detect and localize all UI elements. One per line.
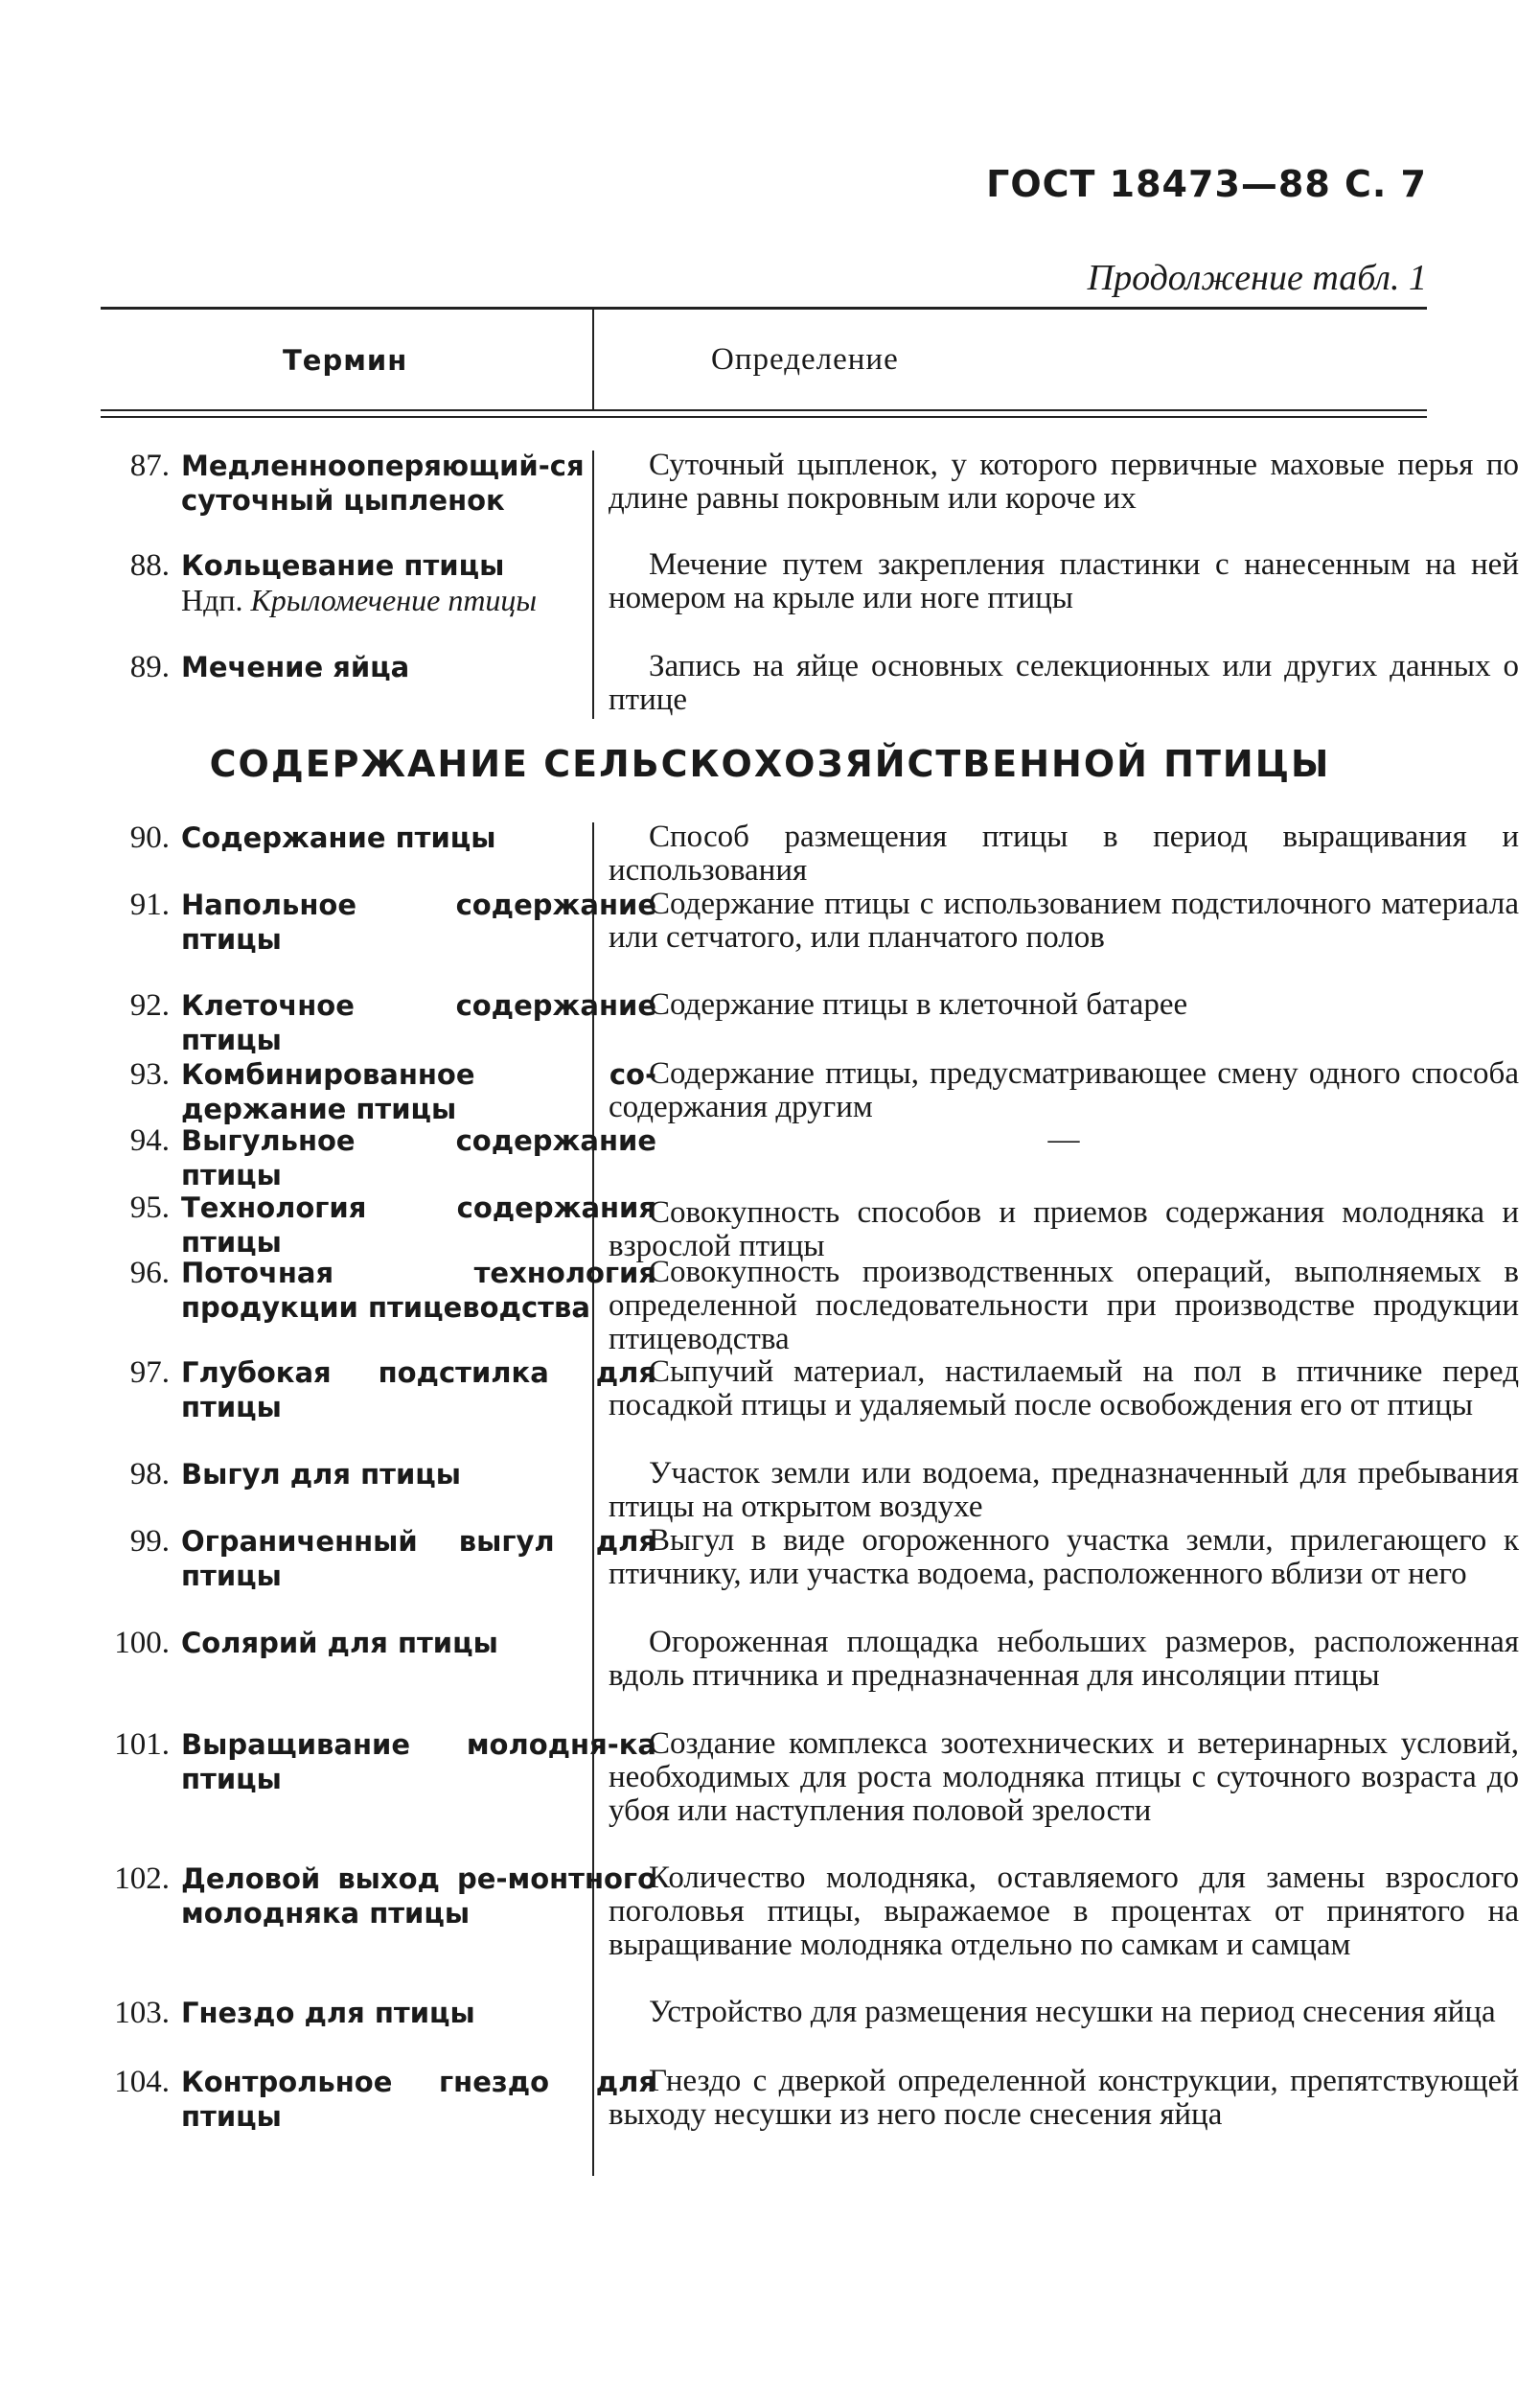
definition-text: Способ размещения птицы в период выращивания и использования (609, 820, 1519, 888)
term-text: Контрольное гнездо для птицы (181, 2066, 656, 2133)
term-text: Поточная технология продукции птицеводства (181, 1257, 656, 1324)
synonym-label: Ндп. (181, 583, 243, 617)
definition-text: Гнездо с дверкой определенной конструкции, препятствующей выходу несушки из него после снесения яйца (609, 2064, 1519, 2132)
term-text: Медленнооперяющий-ся суточный цыпленок (181, 450, 585, 517)
definition-text: Участок земли или водоема, предназначенный для пребывания птицы на открытом воздухе (609, 1456, 1519, 1524)
term-text: Технология содержания птицы (181, 1191, 656, 1259)
entry-number: 89. (129, 650, 170, 684)
definition-text: Совокупность производственных операций, выполняемых в определенной последовательности при производстве продукции птицеводства (609, 1255, 1519, 1356)
entry-number: 98. (129, 1457, 170, 1491)
term-text: Выгульное содержание птицы (181, 1124, 656, 1191)
definition-text: Огороженная площадка небольших размеров, расположенная вдоль птичника и предназначенная для инсоляции птицы (609, 1625, 1519, 1693)
entry-number: 99. (129, 1524, 170, 1559)
entry-number: 90. (129, 821, 170, 855)
synonym-text: Крыломечение птицы (250, 583, 538, 617)
header-rule (101, 409, 1427, 411)
definition-text: Содержание птицы с использованием подстилочного материала или сетчатого, или планчатого полов (609, 887, 1519, 955)
entry-number: 87. (129, 449, 170, 483)
term-text: Глубокая подстилка для птицы (181, 1356, 656, 1423)
entry-number: 100. (114, 1626, 170, 1660)
term-text: Выгул для птицы (181, 1458, 461, 1491)
definition-text: Запись на яйце основных селекционных или других данных о птице (609, 649, 1519, 717)
entry-number: 103. (114, 1996, 170, 2030)
synonym-line (181, 583, 656, 617)
term-text: Ограниченный выгул для птицы (181, 1525, 656, 1592)
header-rule-double (101, 416, 1427, 418)
page-header: ГОСТ 18473—88 С. 7 (986, 163, 1427, 205)
entry-number: 101. (114, 1727, 170, 1762)
entry-number: 97. (129, 1355, 170, 1390)
column-header-definition: Определение (711, 342, 899, 377)
definition-text: Выгул в виде огороженного участка земли, прилегающего к птичнику, или участка водоема, расположенного вблизи от него (609, 1523, 1519, 1591)
entry-number: 94. (129, 1123, 170, 1158)
definition-text: Содержание птицы, предусматривающее смену одного способа содержания другим (609, 1056, 1519, 1124)
term-text: Содержание птицы (181, 821, 496, 854)
definition-text: Сыпучий материал, настилаемый на пол в птичнике перед посадкой птицы и удаляемый после освобождения его от птицы (609, 1354, 1519, 1422)
entry-number: 91. (129, 888, 170, 922)
definition-text: Содержание птицы в клеточной батарее (649, 987, 1188, 1022)
definition-dash: — (1047, 1122, 1080, 1157)
definition-text: Количество молодняка, оставляемого для замены взрослого поголовья птицы, выражаемое в процентах от принятого на выращивание молодняка отдельно по самкам и самцам (609, 1861, 1519, 1962)
definition-text: Создание комплекса зоотехнических и ветеринарных условий, необходимых для роста молодняка птицы с суточного возраста до убоя или наступления половой зрелости (609, 1726, 1519, 1828)
term-text: Комбинированное со-держание птицы (181, 1058, 656, 1125)
term-text: Мечение яйца (181, 651, 410, 683)
entry-number: 93. (129, 1057, 170, 1092)
entry-number: 88. (129, 548, 170, 583)
definition-text: Мечение путем закрепления пластинки с нанесенным на ней номером на крыле или ноге птицы (609, 547, 1519, 615)
term-text: Клеточное содержание птицы (181, 989, 656, 1056)
definition-text: Суточный цыпленок, у которого первичные маховые перья по длине равны покровным или короче их (609, 448, 1519, 516)
entry-number: 95. (129, 1190, 170, 1225)
term-text: Выращивание молодня-ка птицы (181, 1728, 656, 1795)
table-top-rule (101, 307, 1427, 310)
term-block (181, 548, 656, 617)
column-divider (592, 309, 594, 410)
entry-number: 92. (129, 988, 170, 1023)
definition-text: Устройство для размещения несушки на период снесения яйца (649, 1995, 1496, 2029)
entry-number: 104. (114, 2065, 170, 2099)
definition-text: Совокупность способов и приемов содержания молодняка и взрослой птицы (609, 1195, 1519, 1263)
term-text: Деловой выход ре-монтного молодняка птицы (181, 1862, 656, 1930)
entry-number: 96. (129, 1256, 170, 1290)
term-text: Кольцевание птицы (181, 549, 505, 582)
table-continuation-label: Продолжение табл. 1 (1087, 258, 1427, 298)
column-header-term: Термин (283, 344, 408, 377)
term-text: Гнездо для птицы (181, 1997, 475, 2029)
term-text: Солярий для птицы (181, 1627, 498, 1659)
entry-number: 102. (114, 1861, 170, 1896)
term-text: Напольное содержание птицы (181, 889, 656, 956)
section-title: СОДЕРЖАНИЕ СЕЛЬСКОХОЗЯЙСТВЕННОЙ ПТИЦЫ (209, 743, 1331, 785)
